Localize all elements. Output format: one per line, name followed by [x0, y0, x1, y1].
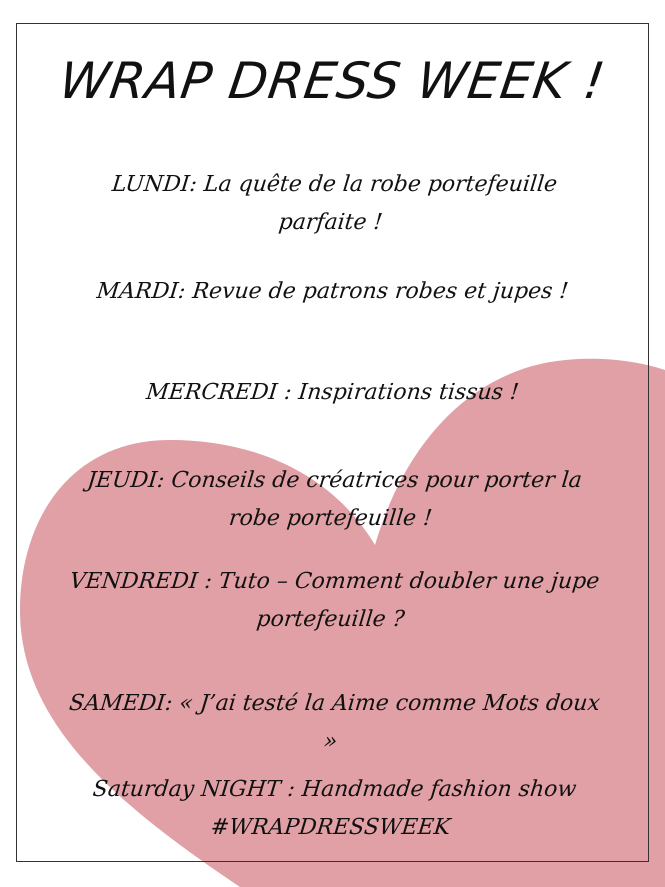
schedule-item-mardi: MARDI: Revue de patrons robes et jupes ! — [95, 279, 570, 304]
schedule-item-saturday-night: Saturday NIGHT : Handmade fashion show #WRAPDRESSWEEK — [91, 777, 578, 840]
schedule-item-samedi: SAMEDI: « J’ai testé la Aime comme Mots doux » — [67, 691, 602, 754]
schedule-item-lundi: LUNDI: La quête de la robe portefeuille parfaite ! — [110, 172, 559, 235]
page-title: WRAP DRESS WEEK ! — [55, 52, 610, 110]
schedule-item-jeudi: JEUDI: Conseils de créatrices pour porter la robe portefeuille ! — [85, 468, 584, 531]
schedule-item-vendredi: VENDREDI : Tuto – Comment doubler une jupe portefeuille ? — [68, 569, 601, 632]
schedule-item-mercredi: MERCREDI : Inspirations tissus ! — [144, 380, 521, 405]
